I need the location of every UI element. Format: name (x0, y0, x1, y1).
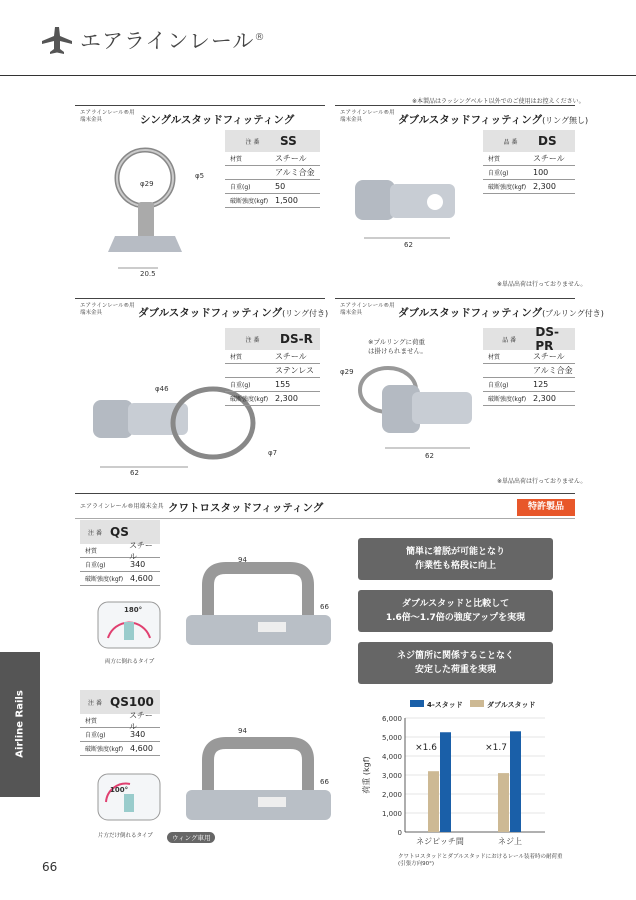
qs100-product-image (178, 735, 338, 830)
page-number: 66 (42, 860, 58, 874)
card-caption: エアラインレール®用 端末金具 (340, 303, 395, 316)
chart-caption: クワトロスタッドとダブルスタッドにおけるレール装着時の耐荷重 (引張方向90°) (398, 854, 563, 867)
x-tick-label: ネジ上 (498, 837, 522, 846)
dim-label: 20.5 (140, 270, 156, 278)
ratio-annotation: ×1.6 (415, 742, 437, 753)
card-rule (75, 298, 325, 299)
dim-label: φ46 (155, 385, 169, 393)
callout-note: ※プルリングに荷重 は掛けられません。 (368, 338, 427, 355)
section-rule (75, 518, 575, 519)
dim-label: φ5 (195, 172, 205, 180)
spec-table-ss: 注 番 SS 材質 スチール アルミ合金 自重(g) 50 破断強度(kgf) 1,500 (225, 130, 320, 208)
y-tick-label: 4,000 (381, 753, 402, 761)
y-tick-label: 0 (397, 829, 402, 837)
wing-tag: ウィング車用 (167, 832, 215, 843)
card-caption: エアラインレール®用 端末金具 (80, 303, 135, 316)
legend-label: ダブルスタッド (487, 701, 536, 709)
dspr-product-image (350, 360, 480, 460)
ds-product-image (350, 170, 470, 250)
legend-swatch (470, 700, 484, 707)
y-tick-label: 2,000 (381, 791, 402, 799)
section-rule (75, 493, 575, 494)
angle-label: 180° (124, 606, 143, 614)
dim-label: 66 (320, 778, 329, 786)
page-title: エアラインレール® (80, 29, 266, 53)
feature-box: ダブルスタッドと比較して 1.6倍～1.7倍の強度アップを実現 (358, 590, 553, 632)
spec-table-ds: 品 番 DS 材質 スチール 自重(g) 100 破断強度(kgf) 2,300 (483, 130, 575, 194)
dim-label: φ29 (340, 368, 354, 376)
section-title: クワトロスタッドフィッティング (168, 502, 324, 514)
y-tick-label: 3,000 (381, 772, 402, 780)
tilt-tip: 片方だけ倒れるタイプ (98, 833, 153, 839)
page-header (40, 20, 265, 60)
y-tick-label: 5,000 (381, 734, 402, 742)
bar (428, 771, 439, 832)
dim-label: φ29 (140, 180, 154, 188)
top-note: ※本製品はラッシングベルト以外でのご使用はお控えください。 (412, 98, 585, 105)
dim-label: 94 (238, 556, 247, 564)
patent-badge: 特許製品 (517, 499, 575, 516)
qs-product-image (178, 560, 338, 660)
spec-table-dsr: 注 番 DS-R 材質 スチール ステンレス 自重(g) 155 破断強度(kgf) 2,300 (225, 328, 320, 406)
bar (510, 731, 521, 832)
ss-product-image (100, 140, 210, 280)
spec-table-qs100: 注 番 QS100 材質 スチール 自重(g) 340 破断強度(kgf) 4,600 (80, 690, 160, 756)
bar (440, 732, 451, 832)
legend-swatch (410, 700, 424, 707)
dim-label: φ7 (268, 449, 278, 457)
tilt-tip: 両方に倒れるタイプ (105, 659, 155, 665)
dim-label: 62 (404, 241, 413, 249)
section-side-tab: Airline Rails (0, 652, 40, 797)
feature-box: ネジ箇所に関係することなく 安定した荷重を実現 (358, 642, 553, 684)
section-caption: エアラインレール®用端末金具 (80, 503, 164, 510)
airplane-icon (40, 25, 74, 55)
y-axis-label: 荷重 (kgf) (362, 756, 371, 794)
spec-table-qs: 注 番 QS 材質 スチール 自重(g) 340 破断強度(kgf) 4,600 (80, 520, 160, 586)
ratio-annotation: ×1.7 (485, 742, 507, 753)
dim-label: 66 (320, 603, 329, 611)
product-name: ダブルスタッドフィッティング(プルリング付き) (398, 307, 604, 319)
bar (498, 773, 509, 832)
card-caption: エアラインレール®用 端末金具 (80, 110, 135, 123)
card-caption: エアラインレール®用 端末金具 (340, 110, 395, 123)
card-note: ※単品出荷は行っておりません。 (497, 478, 587, 485)
product-name: ダブルスタッドフィッティング(リング無し) (398, 114, 589, 126)
tilt-one-icon (96, 772, 162, 822)
spec-table-dspr: 品 番 DS-PR 材質 スチール アルミ合金 自重(g) 125 破断強度(kgf) 2,300 (483, 328, 575, 406)
card-rule (335, 105, 575, 106)
y-tick-label: 6,000 (381, 715, 402, 723)
product-name: ダブルスタッドフィッティング(リング付き) (138, 307, 329, 319)
card-rule (75, 105, 325, 106)
x-tick-label: ネジピッチ間 (416, 837, 464, 846)
product-name: シングルスタッドフィッティング (140, 114, 295, 126)
load-chart (355, 698, 570, 866)
header-rule (0, 75, 636, 76)
legend-label: 4-スタッド (427, 701, 463, 709)
y-tick-label: 1,000 (381, 810, 402, 818)
dim-label: 62 (130, 469, 139, 477)
card-note: ※単品出荷は行っておりません。 (497, 281, 587, 288)
card-rule (335, 298, 575, 299)
dim-label: 94 (238, 727, 247, 735)
feature-box: 簡単に着脱が可能となり 作業性も格段に向上 (358, 538, 553, 580)
dim-label: 62 (425, 452, 434, 460)
angle-label: 100° (110, 786, 129, 794)
